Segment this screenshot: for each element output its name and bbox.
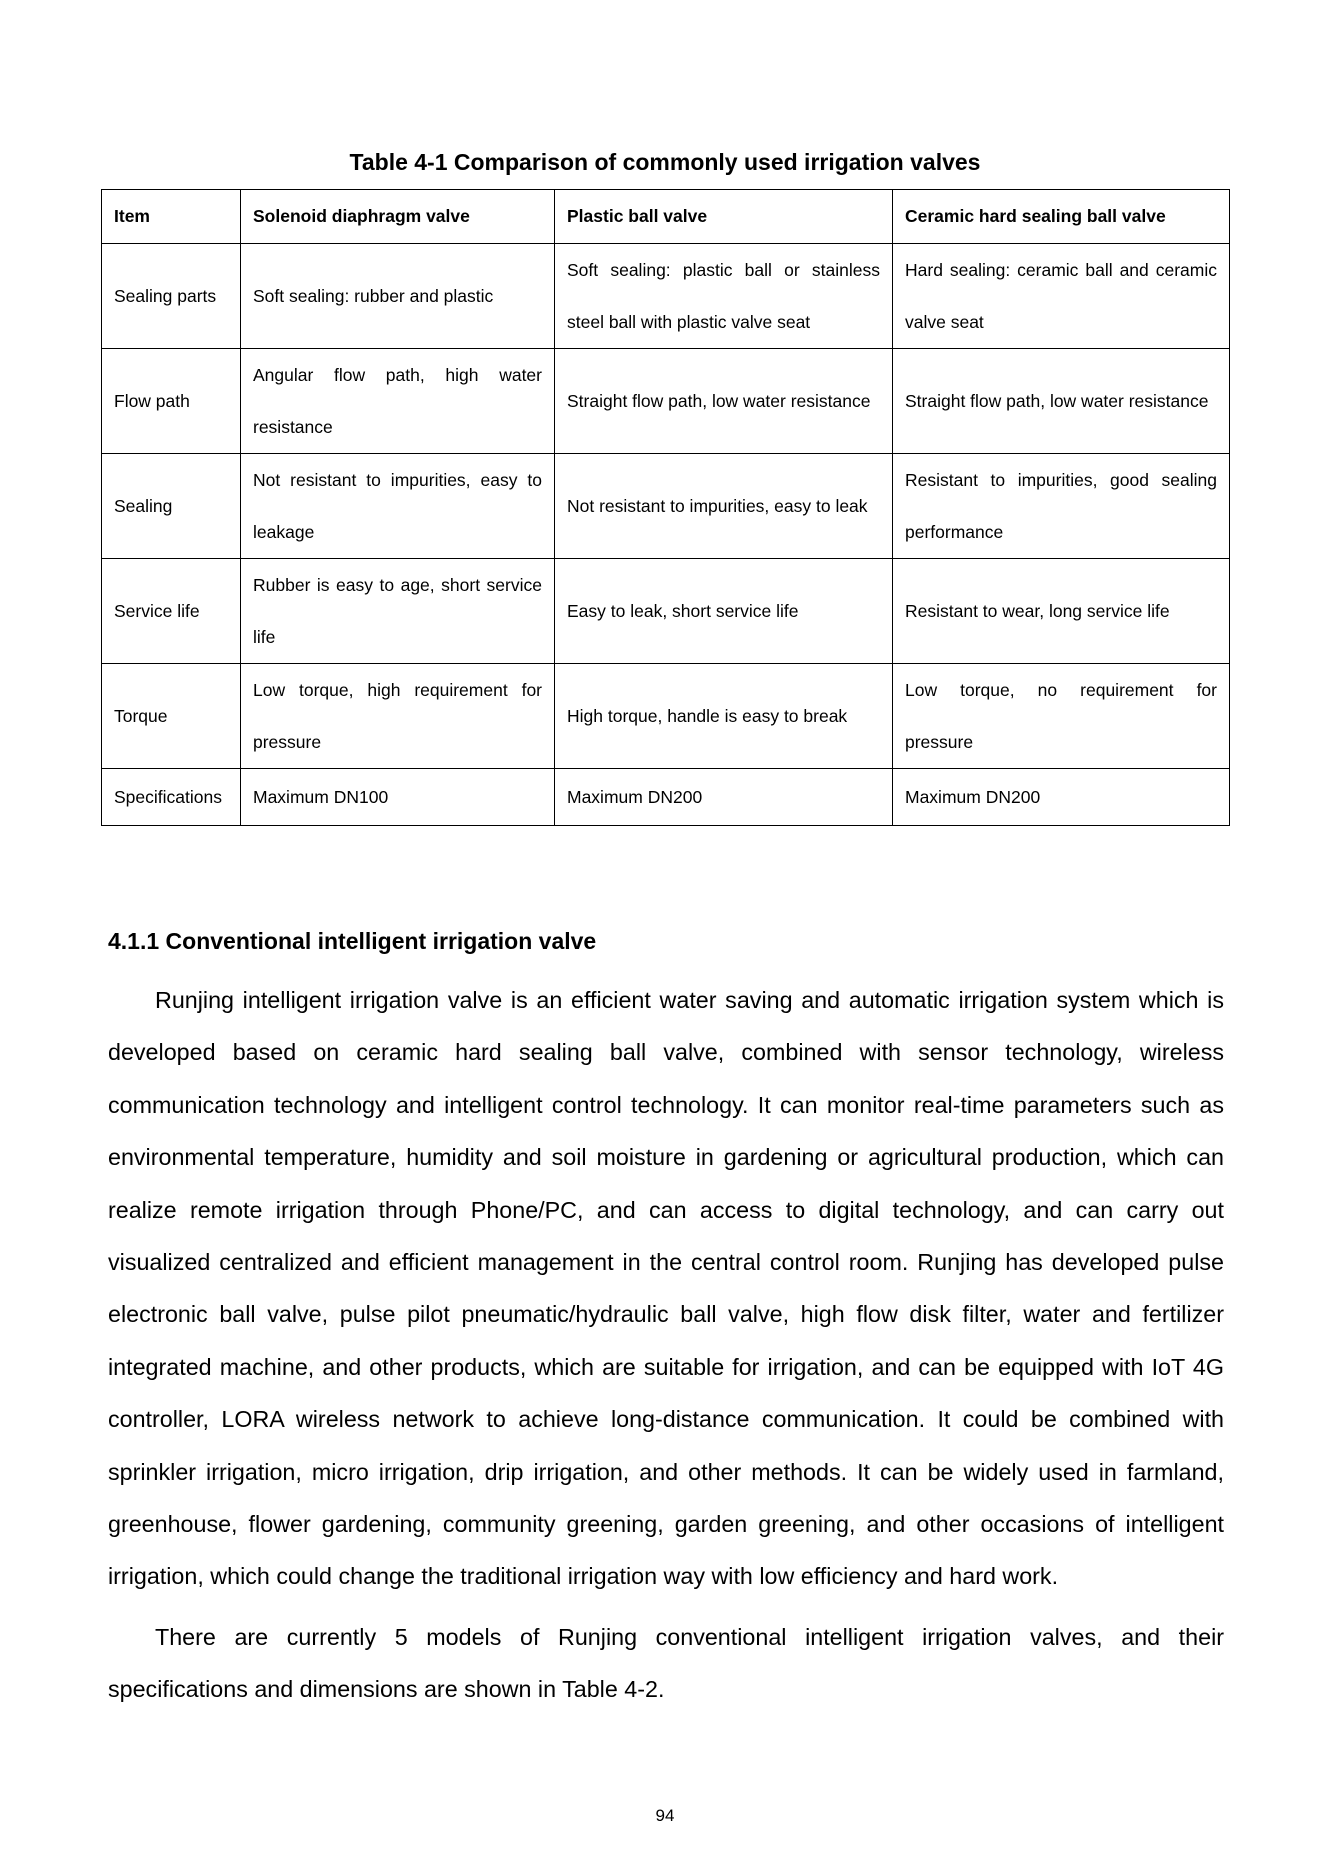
table-cell: Resistant to impurities, good sealing performance: [893, 454, 1230, 559]
header-ceramic-ball-valve: Ceramic hard sealing ball valve: [893, 190, 1230, 244]
table-caption: Table 4-1 Comparison of commonly used irrigation valves: [349, 149, 981, 175]
table-cell: Low torque, high requirement for pressure: [241, 664, 555, 769]
body-paragraph: Runjing intelligent irrigation valve is an efficient water saving and automatic irrigation system which is developed based on ceramic hard sealing ball valve, combined with sensor technology, wireless communication technology and intelligent control technology. It can monitor real-time parameters such as environmental temperature, humidity and soil moisture in gardening or agricultural production, which can realize remote irrigation through Phone/PC, and can access to digital technology, and can carry out visualized centralized and efficient management in the central control room. Runjing has developed pulse electronic ball valve, pulse pilot pneumatic/hydraulic ball valve, high flow disk filter, water and fertilizer integrated machine, and other products, which are suitable for irrigation, and can be equipped with IoT 4G controller, LORA wireless network to achieve long-distance communication. It could be combined with sprinkler irrigation, micro irrigation, drip irrigation, and other methods. It can be widely used in farmland, greenhouse, flower gardening, community greening, garden greening, and other occasions of intelligent irrigation, which could change the traditional irrigation way with low efficiency and hard work.: [108, 987, 1224, 1590]
table-cell: Resistant to wear, long service life: [893, 559, 1230, 664]
table-cell: Rubber is easy to age, short service life: [241, 559, 555, 664]
table-cell: High torque, handle is easy to break: [555, 664, 893, 769]
table-cell: Maximum DN200: [893, 769, 1230, 826]
table-cell: Soft sealing: rubber and plastic: [241, 244, 555, 349]
table-row: [102, 559, 1230, 664]
table-row: [102, 769, 1230, 826]
row-label: Service life: [102, 559, 241, 664]
row-label: Sealing: [102, 454, 241, 559]
table-cell: Not resistant to impurities, easy to leak: [555, 454, 893, 559]
comparison-table: [101, 189, 1230, 826]
header-solenoid-diaphragm-valve: Solenoid diaphragm valve: [241, 190, 555, 244]
table-cell: Not resistant to impurities, easy to leakage: [241, 454, 555, 559]
table-row: [102, 244, 1230, 349]
table-cell: Soft sealing: plastic ball or stainless steel ball with plastic valve seat: [555, 244, 893, 349]
body-paragraph: There are currently 5 models of Runjing conventional intelligent irrigation valves, and their specifications and dimensions are shown in Table 4-2.: [108, 1624, 1224, 1703]
section-heading: 4.1.1 Conventional intelligent irrigation valve: [108, 928, 597, 954]
table-header-row: [102, 190, 1230, 244]
table-cell: Angular flow path, high water resistance: [241, 349, 555, 454]
row-label: Specifications: [102, 769, 241, 826]
table-row: [102, 454, 1230, 559]
table-cell: Maximum DN100: [241, 769, 555, 826]
row-label: Flow path: [102, 349, 241, 454]
table-row: [102, 349, 1230, 454]
table-cell: Hard sealing: ceramic ball and ceramic valve seat: [893, 244, 1230, 349]
table-cell: Straight flow path, low water resistance: [893, 349, 1230, 454]
table-row: [102, 664, 1230, 769]
table-cell: Low torque, no requirement for pressure: [893, 664, 1230, 769]
table-cell: Easy to leak, short service life: [555, 559, 893, 664]
table-cell: Straight flow path, low water resistance: [555, 349, 893, 454]
page-number: 94: [655, 1806, 675, 1825]
header-item: Item: [102, 190, 241, 244]
row-label: Sealing parts: [102, 244, 241, 349]
row-label: Torque: [102, 664, 241, 769]
table-cell: Maximum DN200: [555, 769, 893, 826]
header-plastic-ball-valve: Plastic ball valve: [555, 190, 893, 244]
